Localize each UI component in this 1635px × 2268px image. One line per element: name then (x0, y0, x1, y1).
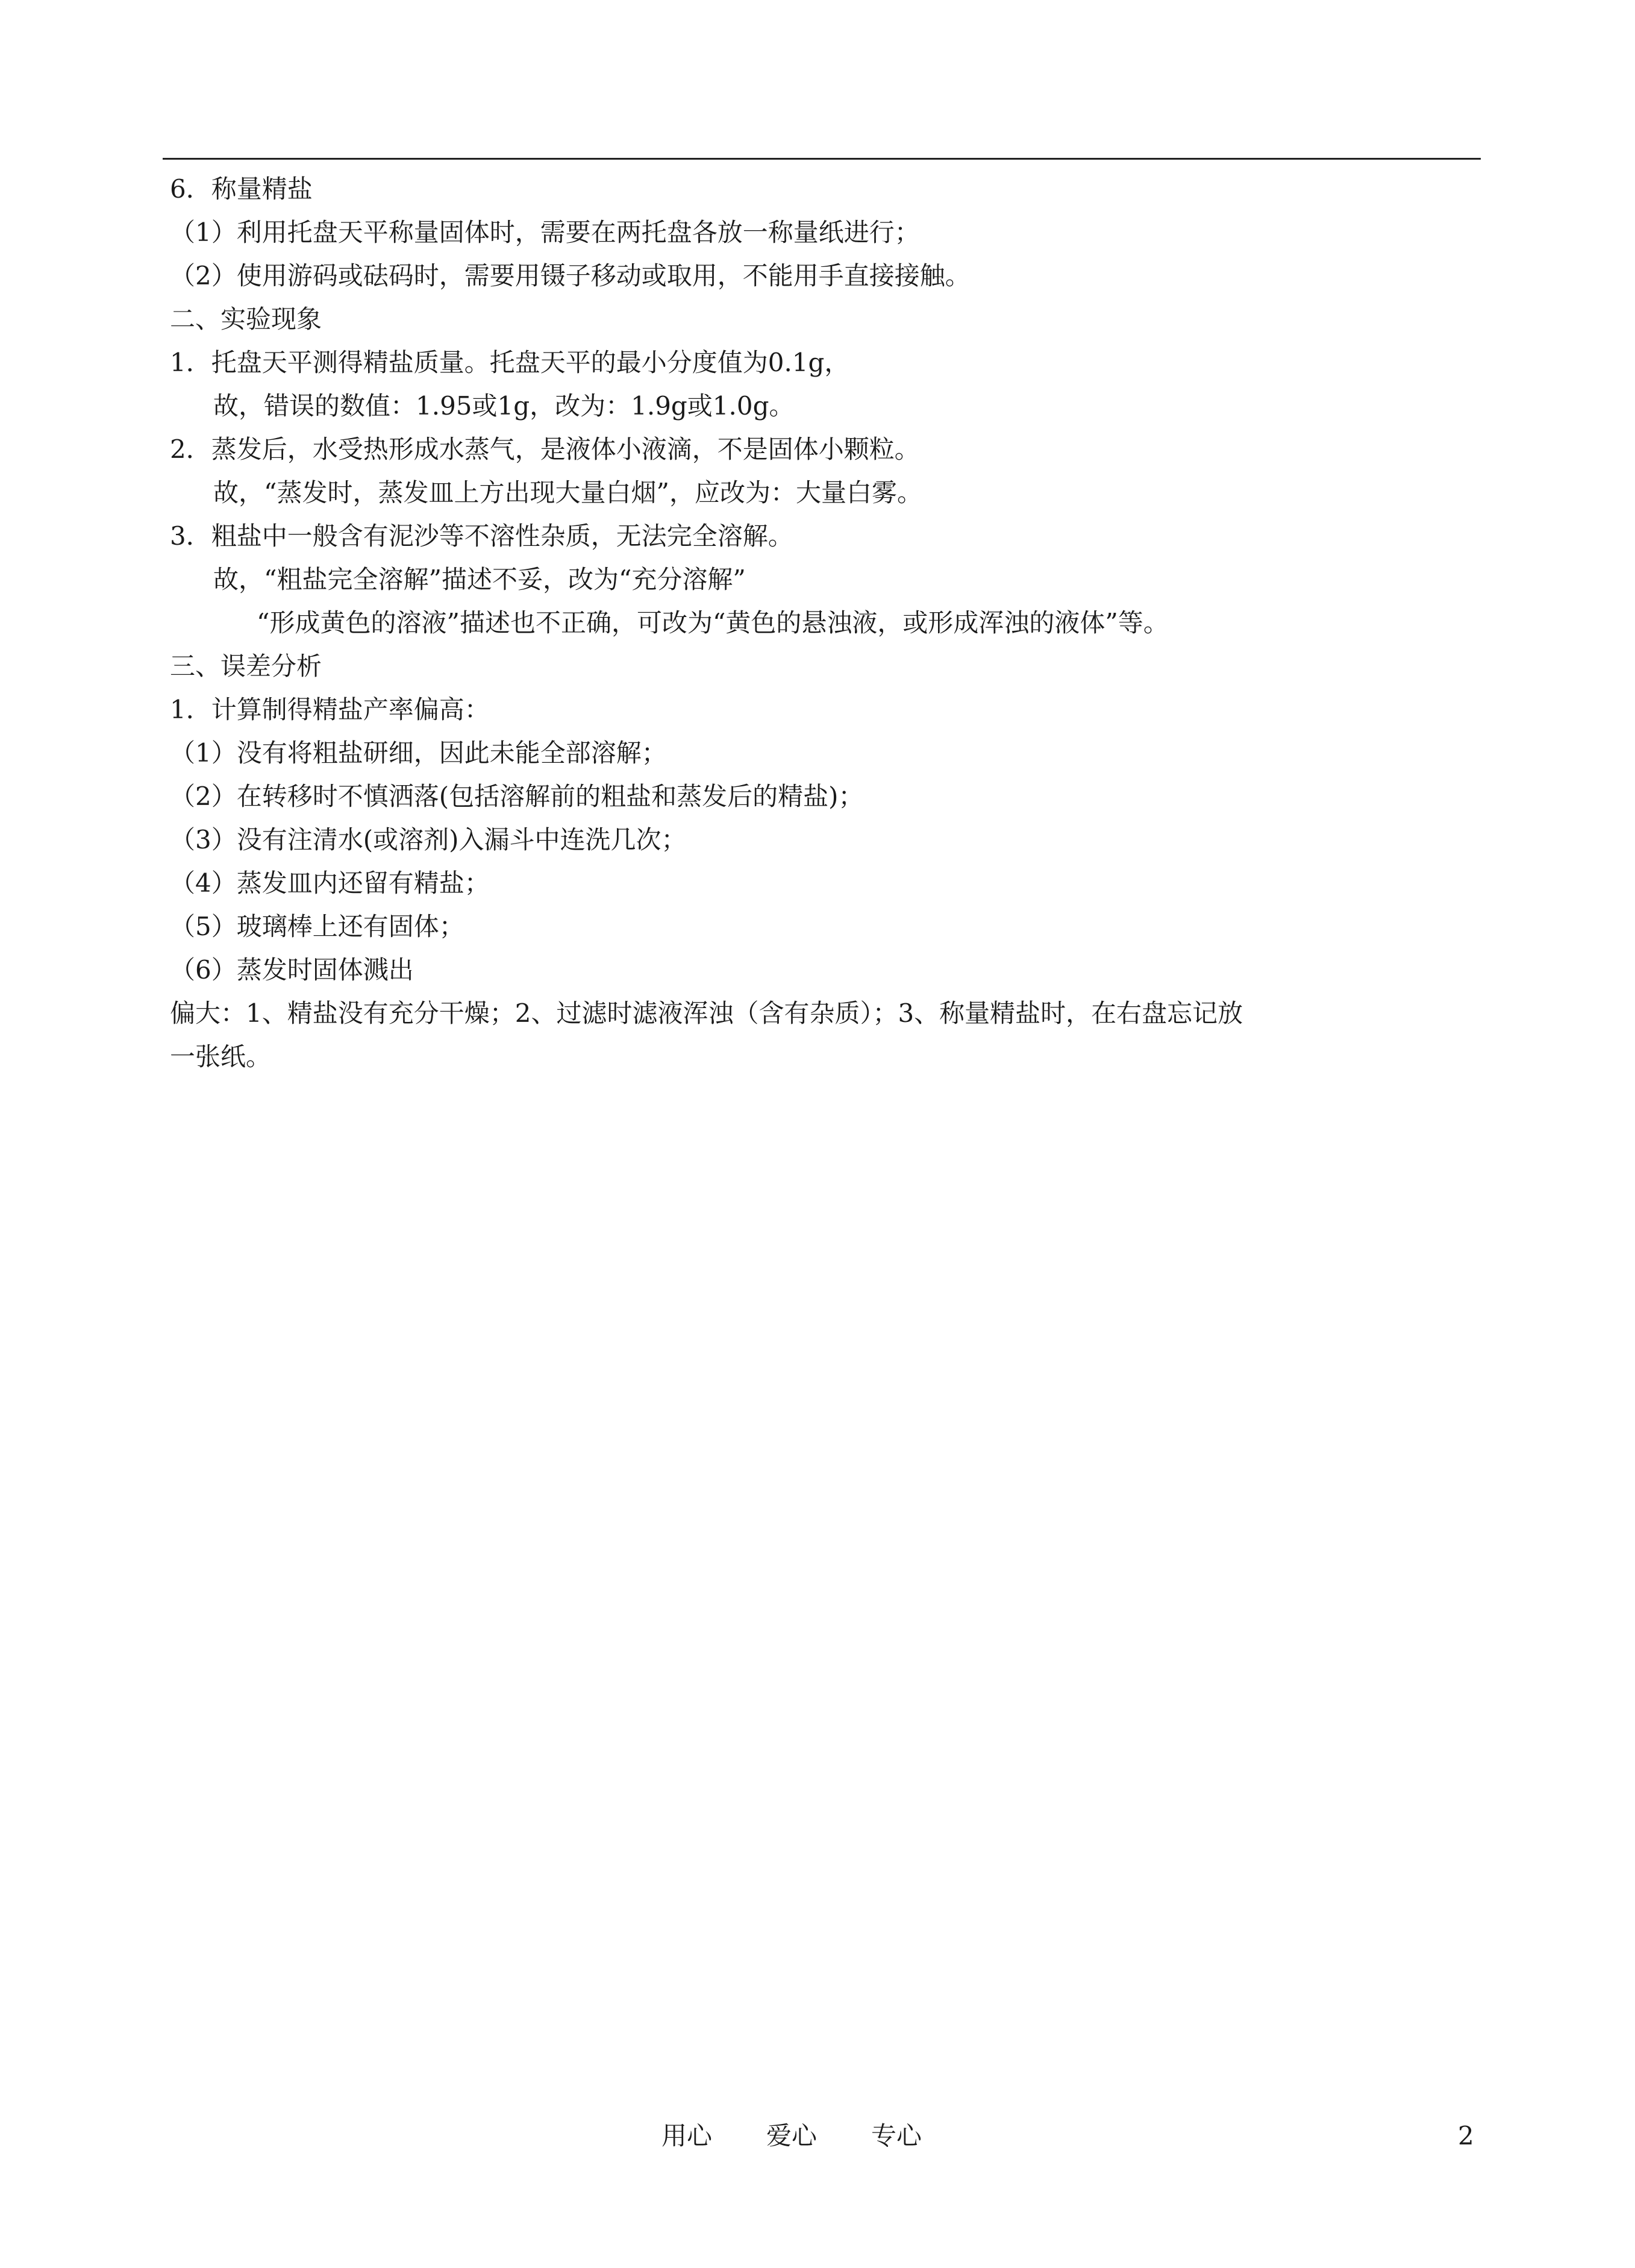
paragraph: 偏大：1、精盐没有充分干燥；2、过滤时滤液浑浊（含有杂质）；3、称量精盐时，在右盘忘记放 (170, 998, 1243, 1028)
section-heading-error-analysis: 三、误差分析 (170, 651, 322, 681)
list-item: 3．粗盐中一般含有泥沙等不溶性杂质，无法完全溶解。 (170, 521, 793, 551)
list-item: （4）蒸发皿内还留有精盐； (170, 868, 490, 898)
footer-motto-word: 爱心 (766, 2121, 818, 2151)
document-body (170, 168, 1495, 1079)
list-item: 1．计算制得精盐产率偏高： (170, 695, 490, 724)
page-number: 2 (1458, 2121, 1474, 2151)
list-item-note: 故，“粗盐完全溶解”描述不妥，改为“充分溶解” (213, 565, 746, 594)
list-item: （1）没有将粗盐研细，因此未能全部溶解； (170, 738, 667, 768)
footer-motto-word: 用心 (661, 2121, 713, 2151)
list-item: （1）利用托盘天平称量固体时，需要在两托盘各放一称量纸进行； (170, 218, 920, 247)
list-item: （5）玻璃棒上还有固体； (170, 912, 464, 941)
section-heading-weighing: 6．称量精盐 (170, 174, 313, 204)
list-item-note: 故，“蒸发时，蒸发皿上方出现大量白烟”，应改为：大量白雾。 (213, 478, 922, 507)
list-item: （3）没有注清水(或溶剂)入漏斗中连洗几次； (170, 825, 687, 854)
list-item: （2）使用游码或砝码时，需要用镊子移动或取用，不能用手直接接触。 (170, 261, 971, 290)
list-item: 2．蒸发后，水受热形成水蒸气，是液体小液滴，不是固体小颗粒。 (170, 434, 920, 464)
section-heading-phenomena: 二、实验现象 (170, 304, 322, 334)
list-item-note: 故，错误的数值：1.95或1g，改为：1.9g或1.0g。 (213, 391, 795, 421)
list-item: （6）蒸发时固体溅出 (170, 955, 414, 985)
header-rule (163, 158, 1481, 160)
list-item: （2）在转移时不慎洒落(包括溶解前的粗盐和蒸发后的精盐)； (170, 782, 864, 811)
footer-motto (661, 2118, 976, 2154)
paragraph: 一张纸。 (170, 1042, 272, 1071)
list-item-note: “形成黄色的溶液”描述也不正确，可改为“黄色的悬浊液，或形成浑浊的液体”等。 (257, 608, 1169, 637)
footer-motto-word: 专心 (871, 2121, 922, 2151)
list-item: 1．托盘天平测得精盐质量。托盘天平的最小分度值为0.1g， (170, 348, 850, 377)
